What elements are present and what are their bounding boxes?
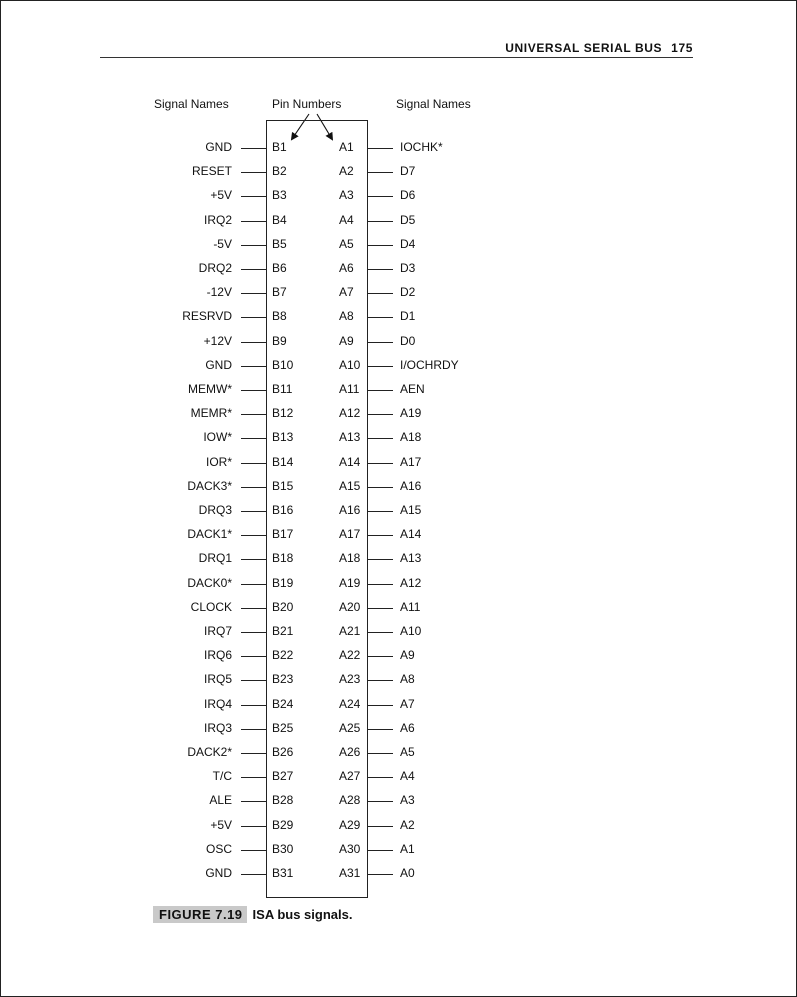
left-pin-lead bbox=[241, 172, 266, 173]
pin-number-b: B21 bbox=[272, 624, 294, 638]
pin-row bbox=[0, 211, 797, 231]
pin-row bbox=[0, 235, 797, 255]
left-pin-lead bbox=[241, 487, 266, 488]
left-signal-name: -5V bbox=[213, 236, 232, 251]
left-pin-lead bbox=[241, 245, 266, 246]
right-signal-name: A4 bbox=[400, 769, 415, 784]
pin-number-b: B18 bbox=[272, 551, 294, 566]
right-signal-name: A0 bbox=[400, 866, 415, 880]
left-pin-lead bbox=[241, 801, 266, 802]
right-signal-name: A8 bbox=[400, 672, 415, 687]
right-signal-name: A7 bbox=[400, 696, 415, 711]
pin-number-a: A12 bbox=[339, 406, 361, 421]
left-signal-name: IRQ4 bbox=[203, 696, 232, 711]
left-signal-name: GND bbox=[205, 140, 232, 154]
right-signal-name: D2 bbox=[400, 285, 416, 300]
pin-number-a: A29 bbox=[339, 817, 361, 832]
right-signal-names-header: Signal Names bbox=[396, 97, 471, 111]
right-pin-lead bbox=[368, 390, 393, 391]
pin-row bbox=[0, 332, 797, 352]
left-signal-name: IOR* bbox=[205, 454, 232, 469]
right-signal-name: A13 bbox=[400, 551, 422, 566]
left-pin-lead bbox=[241, 777, 266, 778]
left-signal-names-header: Signal Names bbox=[154, 97, 229, 111]
pin-number-b: B19 bbox=[272, 575, 294, 590]
pin-number-a: A18 bbox=[339, 551, 361, 566]
pin-number-a: A10 bbox=[339, 357, 361, 372]
right-pin-lead bbox=[368, 317, 393, 318]
pin-number-a: A7 bbox=[339, 285, 354, 300]
left-signal-name: +12V bbox=[203, 333, 232, 348]
pin-row bbox=[0, 864, 797, 884]
pin-number-b: B6 bbox=[272, 261, 287, 275]
left-pin-lead bbox=[241, 414, 266, 415]
pin-number-a: A14 bbox=[339, 454, 361, 469]
pin-number-a: A23 bbox=[339, 672, 361, 687]
pin-row bbox=[0, 622, 797, 642]
pin-row bbox=[0, 791, 797, 811]
page-number: 175 bbox=[671, 41, 693, 55]
left-signal-name: +5V bbox=[210, 188, 232, 203]
left-signal-name: RESET bbox=[191, 164, 232, 179]
pin-row bbox=[0, 574, 797, 594]
left-signal-name: IRQ6 bbox=[203, 648, 232, 663]
pin-row bbox=[0, 816, 797, 836]
pin-row bbox=[0, 138, 797, 158]
right-pin-lead bbox=[368, 559, 393, 560]
pin-row bbox=[0, 283, 797, 303]
left-signal-name: IRQ5 bbox=[203, 672, 232, 687]
left-signal-name: DACK3* bbox=[187, 478, 232, 493]
left-signal-name: MEMR* bbox=[190, 406, 232, 421]
right-signal-name: A1 bbox=[400, 841, 415, 856]
right-pin-lead bbox=[368, 826, 393, 827]
figure-caption-text: ISA bus signals. bbox=[252, 907, 353, 922]
right-pin-lead bbox=[368, 680, 393, 681]
pin-number-a: A27 bbox=[339, 769, 361, 784]
right-signal-name: I/OCHRDY bbox=[400, 357, 459, 372]
pin-number-a: A28 bbox=[339, 793, 361, 808]
right-pin-lead bbox=[368, 584, 393, 585]
right-pin-lead bbox=[368, 148, 393, 149]
left-pin-lead bbox=[241, 438, 266, 439]
pin-number-b: B24 bbox=[272, 696, 294, 711]
left-signal-name: IRQ3 bbox=[203, 720, 232, 735]
pin-number-a: A16 bbox=[339, 503, 361, 517]
right-pin-lead bbox=[368, 414, 393, 415]
pin-row bbox=[0, 428, 797, 448]
pin-number-b: B2 bbox=[272, 164, 287, 179]
pin-number-b: B22 bbox=[272, 648, 294, 663]
running-head-title: UNIVERSAL SERIAL BUS bbox=[505, 41, 663, 55]
pin-number-b: B20 bbox=[272, 599, 294, 614]
right-signal-name: A6 bbox=[400, 720, 415, 735]
pin-row bbox=[0, 404, 797, 424]
pin-number-a: A3 bbox=[339, 188, 354, 203]
left-pin-lead bbox=[241, 559, 266, 560]
pin-number-b: B23 bbox=[272, 672, 294, 687]
right-signal-name: A5 bbox=[400, 745, 415, 759]
left-signal-name: GND bbox=[205, 866, 232, 880]
right-signal-name: A17 bbox=[400, 454, 422, 469]
left-pin-lead bbox=[241, 632, 266, 633]
right-pin-lead bbox=[368, 535, 393, 536]
pin-number-b: B9 bbox=[272, 333, 287, 348]
pin-row bbox=[0, 743, 797, 763]
right-signal-name: A18 bbox=[400, 430, 422, 445]
right-pin-lead bbox=[368, 632, 393, 633]
right-pin-lead bbox=[368, 438, 393, 439]
pin-number-a: A2 bbox=[339, 164, 354, 179]
pin-number-b: B8 bbox=[272, 309, 287, 324]
left-signal-name: IRQ7 bbox=[203, 624, 232, 638]
left-signal-name: DRQ1 bbox=[198, 551, 232, 566]
left-pin-lead bbox=[241, 705, 266, 706]
right-signal-name: A14 bbox=[400, 527, 422, 542]
pin-number-b: B12 bbox=[272, 406, 294, 421]
right-signal-name: D3 bbox=[400, 261, 416, 275]
pin-number-b: B14 bbox=[272, 454, 294, 469]
right-signal-name: D7 bbox=[400, 164, 416, 179]
right-pin-lead bbox=[368, 608, 393, 609]
left-pin-lead bbox=[241, 196, 266, 197]
pin-numbers-header: Pin Numbers bbox=[272, 97, 342, 111]
pin-number-b: B1 bbox=[272, 140, 287, 154]
pin-row bbox=[0, 356, 797, 376]
right-signal-name: A9 bbox=[400, 648, 415, 663]
left-pin-lead bbox=[241, 753, 266, 754]
pin-number-a: A8 bbox=[339, 309, 354, 324]
right-pin-lead bbox=[368, 874, 393, 875]
pin-row bbox=[0, 767, 797, 787]
pin-row bbox=[0, 719, 797, 739]
left-signal-name: -12V bbox=[206, 285, 232, 300]
pin-row bbox=[0, 307, 797, 327]
pin-number-b: B25 bbox=[272, 720, 294, 735]
right-pin-lead bbox=[368, 850, 393, 851]
left-pin-lead bbox=[241, 317, 266, 318]
pin-number-b: B30 bbox=[272, 841, 294, 856]
right-pin-lead bbox=[368, 366, 393, 367]
right-pin-lead bbox=[368, 801, 393, 802]
right-pin-lead bbox=[368, 196, 393, 197]
right-signal-name: AEN bbox=[400, 382, 425, 396]
pin-row bbox=[0, 646, 797, 666]
pin-row bbox=[0, 259, 797, 279]
left-signal-name: OSC bbox=[205, 841, 232, 856]
right-pin-lead bbox=[368, 511, 393, 512]
pin-number-a: A17 bbox=[339, 527, 361, 542]
pin-number-a: A6 bbox=[339, 261, 354, 275]
pin-row bbox=[0, 453, 797, 473]
pin-number-a: A25 bbox=[339, 720, 361, 735]
left-signal-name: DACK2* bbox=[187, 745, 232, 759]
pin-number-a: A5 bbox=[339, 236, 354, 251]
left-pin-lead bbox=[241, 390, 266, 391]
pin-number-a: A31 bbox=[339, 866, 361, 880]
left-pin-lead bbox=[241, 680, 266, 681]
right-pin-lead bbox=[368, 172, 393, 173]
left-pin-lead bbox=[241, 148, 266, 149]
left-signal-name: DRQ2 bbox=[198, 261, 232, 275]
left-pin-lead bbox=[241, 535, 266, 536]
pin-number-b: B10 bbox=[272, 357, 294, 372]
pin-row bbox=[0, 598, 797, 618]
pin-number-b: B15 bbox=[272, 478, 294, 493]
right-pin-lead bbox=[368, 729, 393, 730]
left-signal-name: DACK0* bbox=[187, 575, 232, 590]
pin-number-b: B28 bbox=[272, 793, 294, 808]
left-pin-lead bbox=[241, 463, 266, 464]
pin-row bbox=[0, 477, 797, 497]
pin-number-a: A22 bbox=[339, 648, 361, 663]
left-pin-lead bbox=[241, 826, 266, 827]
right-pin-lead bbox=[368, 753, 393, 754]
right-signal-name: D4 bbox=[400, 236, 416, 251]
left-pin-lead bbox=[241, 366, 266, 367]
right-signal-name: A11 bbox=[400, 599, 421, 614]
pin-number-b: B5 bbox=[272, 236, 287, 251]
pin-number-b: B4 bbox=[272, 212, 287, 227]
pin-number-b: B11 bbox=[272, 382, 293, 396]
left-signal-name: MEMW* bbox=[188, 382, 232, 396]
pin-number-a: A21 bbox=[339, 624, 361, 638]
left-signal-name: T/C bbox=[212, 769, 232, 784]
left-signal-name: GND bbox=[205, 357, 232, 372]
right-pin-lead bbox=[368, 269, 393, 270]
left-signal-name: +5V bbox=[210, 817, 232, 832]
pin-number-b: B17 bbox=[272, 527, 294, 542]
pin-row bbox=[0, 186, 797, 206]
left-pin-lead bbox=[241, 608, 266, 609]
pin-number-a: A24 bbox=[339, 696, 361, 711]
left-pin-lead bbox=[241, 293, 266, 294]
pin-number-a: A9 bbox=[339, 333, 354, 348]
pin-number-b: B3 bbox=[272, 188, 287, 203]
pin-row bbox=[0, 380, 797, 400]
pin-row bbox=[0, 695, 797, 715]
right-signal-name: D1 bbox=[400, 309, 416, 324]
left-signal-name: ALE bbox=[209, 793, 232, 808]
pin-number-a: A11 bbox=[339, 382, 360, 396]
pin-number-b: B29 bbox=[272, 817, 294, 832]
figure-caption bbox=[153, 906, 352, 924]
pin-number-a: A26 bbox=[339, 745, 361, 759]
pin-number-a: A30 bbox=[339, 841, 361, 856]
left-pin-lead bbox=[241, 584, 266, 585]
figure-label: FIGURE 7.19 bbox=[153, 906, 247, 923]
pin-number-a: A1 bbox=[339, 140, 354, 154]
right-pin-lead bbox=[368, 777, 393, 778]
right-signal-name: IOCHK* bbox=[400, 140, 443, 154]
pin-number-b: B13 bbox=[272, 430, 294, 445]
left-pin-lead bbox=[241, 269, 266, 270]
left-signal-name: IOW* bbox=[203, 430, 232, 445]
pin-number-b: B16 bbox=[272, 503, 294, 517]
left-pin-lead bbox=[241, 342, 266, 343]
pin-number-b: B26 bbox=[272, 745, 294, 759]
left-pin-lead bbox=[241, 511, 266, 512]
pin-number-b: B7 bbox=[272, 285, 287, 300]
pin-row bbox=[0, 501, 797, 521]
right-pin-lead bbox=[368, 245, 393, 246]
right-pin-lead bbox=[368, 656, 393, 657]
left-signal-name: DACK1* bbox=[187, 527, 232, 542]
right-pin-lead bbox=[368, 221, 393, 222]
right-pin-lead bbox=[368, 487, 393, 488]
right-pin-lead bbox=[368, 705, 393, 706]
left-signal-name: RESRVD bbox=[182, 309, 232, 324]
left-pin-lead bbox=[241, 874, 266, 875]
right-signal-name: A15 bbox=[400, 503, 422, 517]
left-pin-lead bbox=[241, 656, 266, 657]
running-head bbox=[100, 41, 693, 58]
pin-number-a: A4 bbox=[339, 212, 354, 227]
right-signal-name: A19 bbox=[400, 406, 422, 421]
pin-row bbox=[0, 840, 797, 860]
pin-number-a: A15 bbox=[339, 478, 361, 493]
pin-row bbox=[0, 549, 797, 569]
right-signal-name: A10 bbox=[400, 624, 422, 638]
left-signal-name: CLOCK bbox=[190, 599, 232, 614]
pin-row bbox=[0, 670, 797, 690]
pin-number-a: A19 bbox=[339, 575, 361, 590]
right-signal-name: A2 bbox=[400, 817, 415, 832]
right-signal-name: A16 bbox=[400, 478, 422, 493]
pin-row bbox=[0, 525, 797, 545]
right-pin-lead bbox=[368, 342, 393, 343]
pin-number-a: A13 bbox=[339, 430, 361, 445]
right-signal-name: D6 bbox=[400, 188, 416, 203]
right-signal-name: A3 bbox=[400, 793, 415, 808]
pin-number-b: B31 bbox=[272, 866, 294, 880]
right-signal-name: A12 bbox=[400, 575, 422, 590]
right-pin-lead bbox=[368, 463, 393, 464]
pin-number-b: B27 bbox=[272, 769, 294, 784]
pin-number-a: A20 bbox=[339, 599, 361, 614]
right-pin-lead bbox=[368, 293, 393, 294]
pin-row bbox=[0, 162, 797, 182]
left-pin-lead bbox=[241, 850, 266, 851]
right-signal-name: D5 bbox=[400, 212, 416, 227]
left-signal-name: DRQ3 bbox=[198, 503, 232, 517]
left-pin-lead bbox=[241, 729, 266, 730]
right-signal-name: D0 bbox=[400, 333, 416, 348]
left-pin-lead bbox=[241, 221, 266, 222]
left-signal-name: IRQ2 bbox=[203, 212, 232, 227]
